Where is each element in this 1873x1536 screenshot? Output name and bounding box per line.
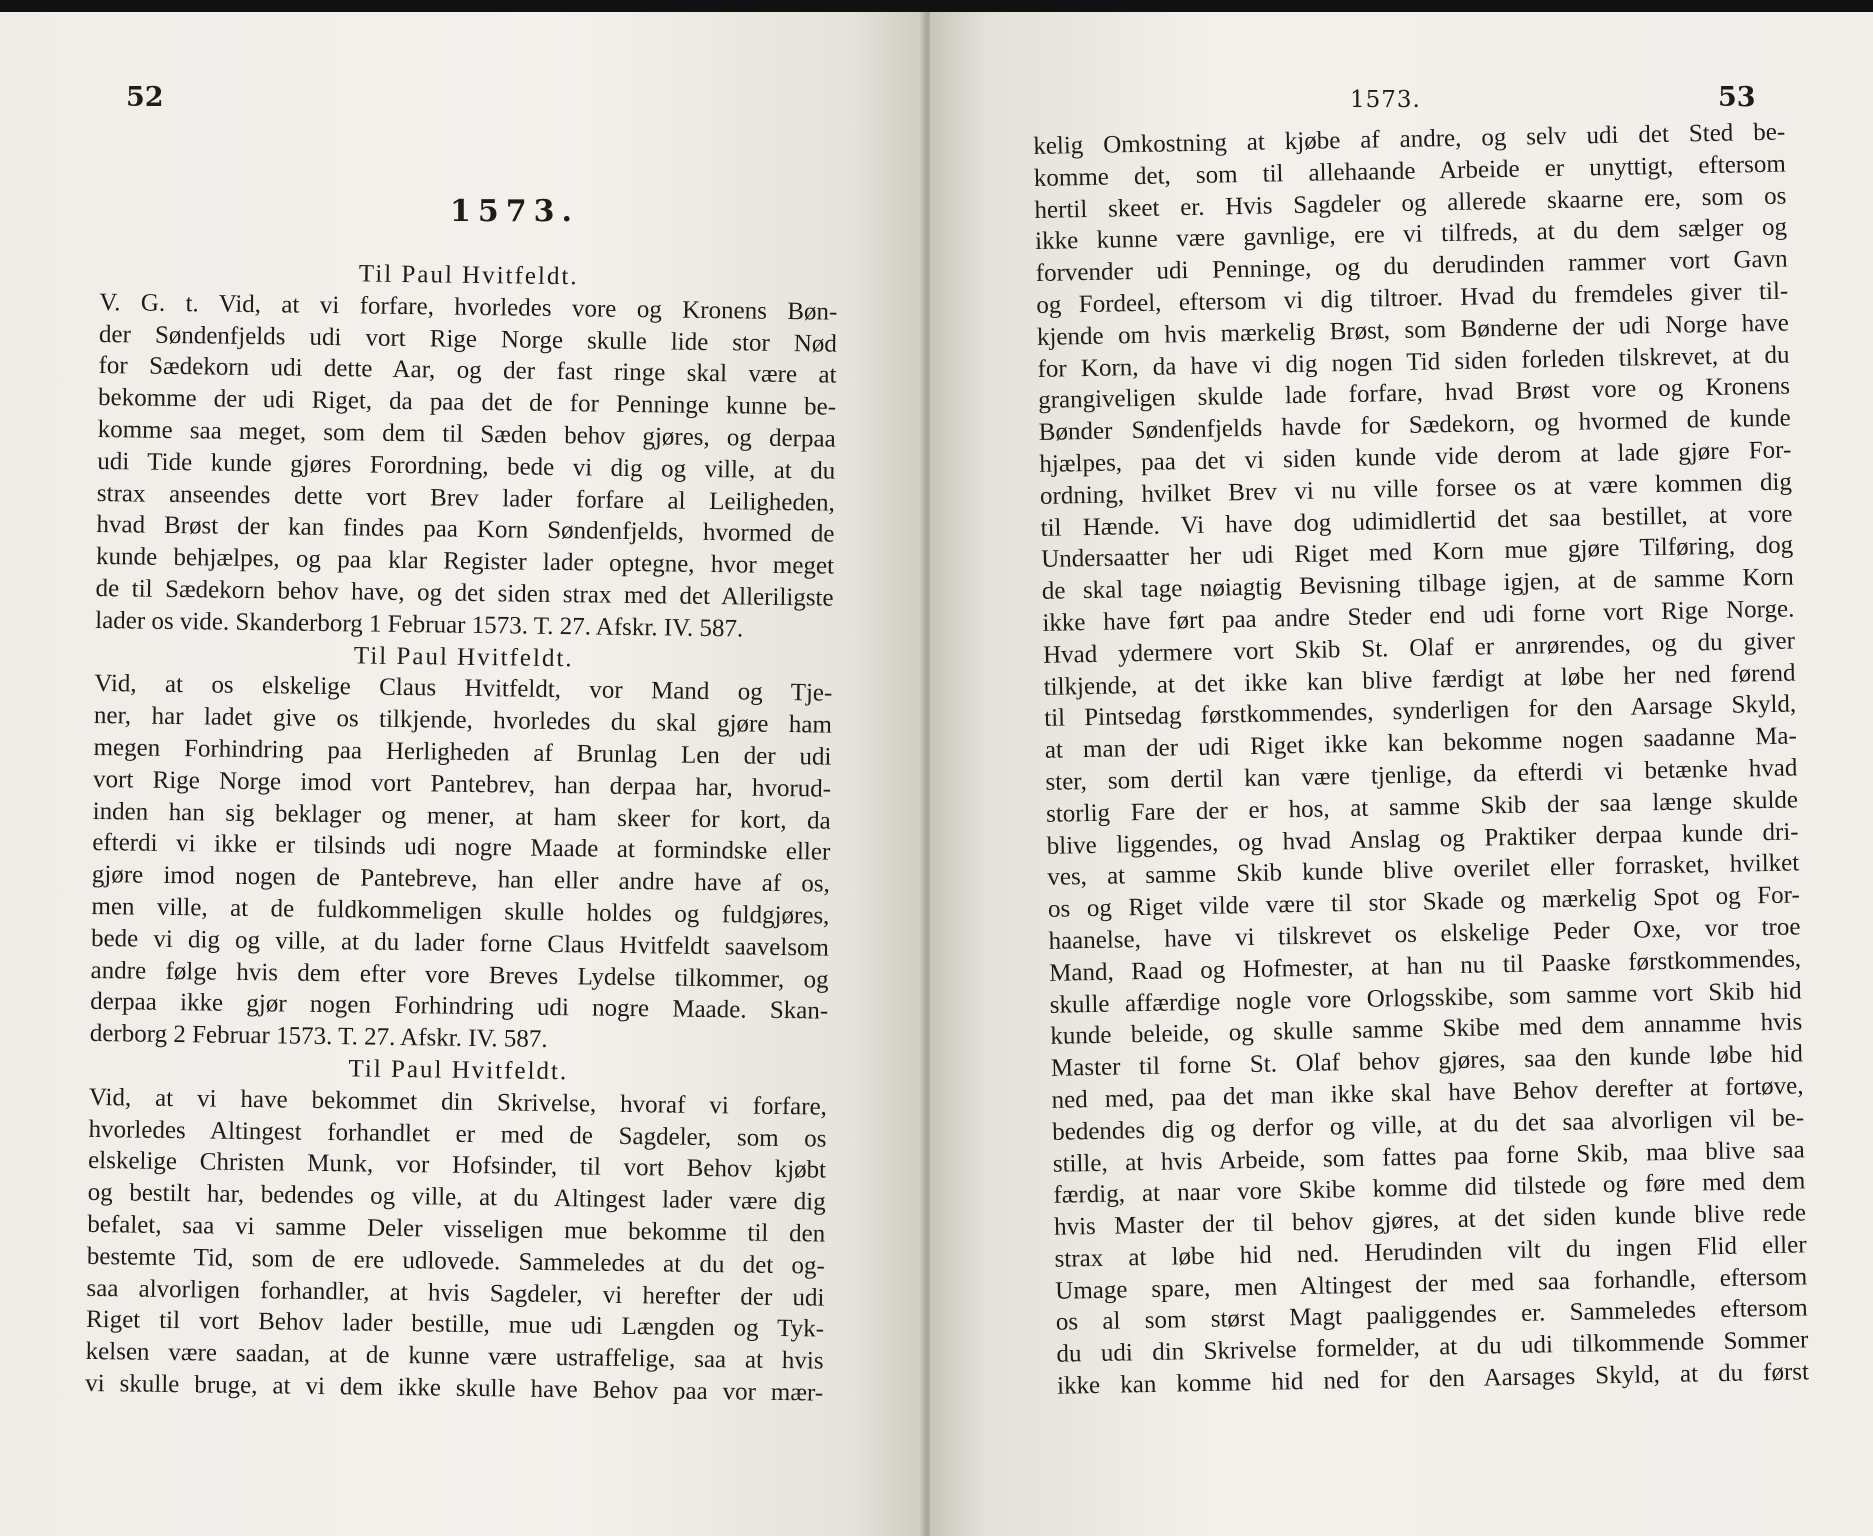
text-line: derborg 2 Februar 1573. T. 27. Afskr. IV. 587. [89,1020,548,1054]
text-line: os al som størst Magt paaliggendes er. Sammeledes eftersom [1055,1294,1809,1337]
text-line: Mand, Raad og Hofmester, at han nu til Paaske førstkommendes, [1048,945,1802,987]
text-line: der Søndenfjelds udi vort Rige Norge skulle lide stor Nød [98,320,838,358]
text-line: bestemte Tid, som de ere udlovede. Sammeledes at du det og- [86,1242,826,1280]
text-line: bede vi dig og ville, at du lader forne Claus Hvitfeldt saavelsom [90,924,830,962]
text-line: skulle affærdige nogle vore Orlogsskibe, som samme vort Skib hid [1049,976,1802,1019]
text-line: strax anseendes dette vort Brev lader forfare al Leiligheden, [96,479,835,517]
text-line: andre følge hvis dem efter vore Breves Lydelse tilkommer, og [90,956,829,994]
text-line: strax at løbe hid ned. Herudinden vilt du ingen Flid eller [1054,1231,1807,1273]
text-line: forvender udi Penninge, og du derudinden rammer vort Gavn [1035,245,1788,288]
text-line: kelsen være saadan, at de kunne være ustraffelige, saa at hvis [85,1338,824,1375]
page-number-left: 52 [126,82,164,113]
text-line: derpaa ikke gjør nogen Forhindring udi nogre Maade. Skan- [90,988,829,1025]
text-line: blive liggendes, og hvad Anslag og Praktiker derpaa kunde dri- [1046,817,1799,860]
page-number-right: 53 [1718,82,1756,113]
text-line: ned med, paa det man ikke skal have Behov derefter at fortøve, [1051,1072,1804,1114]
text-line: kunde behjælpes, og paa klar Register lader optegne, hvor meget [95,543,835,580]
text-line: Riget til vort Behov lader bestille, mue udi Længden og Tyk- [85,1306,825,1343]
text-line: inden han sig beklager og mener, at ham skeer for kort, da [92,797,831,835]
text-line: for Korn, da have vi dig nogen Tid siden forleden tilskrevet, at du [1037,341,1790,383]
text-line: Master til forne St. Olaf behov gjøres, saa den kunde løbe hid [1050,1040,1804,1082]
text-line: ster, som dertil kan være tjenlige, da efterdi vi betænke hvad [1045,754,1798,796]
letter-heading: Til Paul Hvitfeldt. [358,260,579,291]
text-line: ves, at samme Skib kunde blive overilet eller forrasket, hvilket [1047,849,1800,892]
text-line: ordning, hvilket Brev vi nu ville forsee os at være kommen dig [1039,468,1793,510]
text-line: Bønder Søndenfjelds havde for Sædekorn, og hvormed de kunde [1038,404,1791,447]
text-line: tilkjende, at det ikke kan blive færdigt at løbe her ned førend [1043,659,1796,701]
text-line: bekomme der udi Riget, da paa det de for Penninge kunne be- [97,384,837,421]
text-line: du udi din Skrivelse formelder, at du udi tilkommende Sommer [1056,1326,1809,1369]
text-line: gjøre imod nogen de Pantebreve, han eller andre have af os, [91,861,831,898]
year-title: 1573. [450,194,579,229]
text-line: Umage spare, men Altingest der med saa forhandle, eftersom [1055,1263,1808,1305]
text-line: Vid, at vi have bekommet din Skrivelse, hvoraf vi forfare, [88,1083,828,1121]
text-line: og bestilt har, bedendes og ville, at du Altingest lader være dig [87,1179,826,1216]
text-line: vort Rige Norge imod vort Pantebrev, han derpaa har, hvorud- [92,765,832,803]
text-line: udi Tide kunde gjøres Forordning, bede vi dig og ville, at du [97,447,836,485]
text-line: kunde beleide, og skulle samme Skibe med dem annamme hvis [1050,1008,1803,1051]
text-line: os og Riget vilde være til stor Skade og mærkelig Spot og For- [1047,881,1801,923]
text-line: ikke have ført paa andre Steder end udi forne vort Rige Norge. [1042,595,1795,637]
text-line: lader os vide. Skanderborg 1 Februar 1573. T. 27. Afskr. IV. 587. [95,606,744,643]
text-line: de skal tage nøiagtig Bevisning tilbage igjen, at de samme Korn [1041,563,1794,606]
right-page-text [1033,117,1809,1403]
text-line: bedendes dig og derfor og ville, at du det saa alvorligen vil be- [1051,1104,1805,1146]
text-line: ikke kan komme hid ned for den Aarsages Skyld, at du først [1056,1358,1810,1400]
text-line: men ville, at de fuldkommeligen skulle holdes og fuldgjøres, [91,892,830,930]
letter-heading: Til Paul Hvitfeldt. [348,1055,569,1086]
text-line: komme det, som til allehaande Arbeide er unyttigt, eftersom [1033,150,1787,192]
text-line: til Pintsedag førstkommendes, synderligen for den Aarsage Skyld, [1044,690,1797,733]
text-line: færdig, at naar vore Skibe komme did tilstede og føre med dem [1053,1167,1806,1210]
letter-heading: Til Paul Hvitfeldt. [353,641,574,672]
text-line: til Hænde. Vi have dog udimidlertid det saa bestillet, at vore [1040,500,1793,542]
text-line: storlig Fare der er hos, at samme Skib der saa længe skulde [1045,786,1799,828]
text-line: hvis Master der til behov gjøres, at det siden kunde blive rede [1053,1199,1807,1241]
text-line: Hvad ydermere vort Skib St. Olaf er anrørendes, og du giver [1042,627,1796,669]
text-line: stille, at hvis Arbeide, som fattes paa forne Skib, maa blive saa [1052,1135,1805,1178]
text-line: ikke kunne være gavnlige, ere vi tilfreds, at du dem sælger og [1034,213,1788,256]
text-line: Undersaatter her udi Riget med Korn mue gjøre Tilføring, dog [1040,531,1794,574]
text-line: saa alvorligen forhandler, at hvis Sagdeler, vi herefter der udi [86,1274,825,1312]
text-line: hertil skeet er. Hvis Sagdeler og allerede skaarne ere, som os [1034,182,1787,224]
text-line: og Fordeel, eftersom vi dig tiltroer. Hvad du fremdeles giver til- [1036,277,1789,319]
text-line: grangiveligen skulde lade forfare, hvad Brøst vore og Kronens [1037,372,1791,415]
text-line: hvorledes Altingest forhandlet er med de Sagdeler, som os [88,1115,827,1153]
text-line: efterdi vi ikke er tilsinds udi nogre Maade at formindske eller [92,829,831,866]
text-line: hjælpes, paa det vi siden kunde vide derom at lade gjøre For- [1039,436,1792,478]
text-line: haanelse, have vi tilskrevet os elskelige Peder Oxe, vor troe [1048,913,1801,955]
text-line: at man der udi Riget ikke kan bekomme nogen saadanne Ma- [1044,722,1798,765]
text-line: V. G. t. Vid, at vi forfare, hvorledes vore og Kronens Bøn- [99,288,838,326]
left-page-text [85,255,838,1409]
text-line: befalet, saa vi samme Deler visseligen mue bekomme til den [87,1210,826,1248]
text-line: komme saa meget, som dem til Sæden behov gjøres, og derpaa [97,415,836,453]
text-line: ner, har ladet give os tilkjende, hvorledes du skal gjøre ham [93,702,833,739]
text-line: megen Forhindring paa Herligheden af Brunlag Len der udi [93,733,832,771]
text-line: vi skulle bruge, at vi dem ikke skulle have Behov paa vor mær- [85,1369,824,1407]
text-line: hvad Brøst der kan findes paa Korn Søndenfjelds, hvormed de [96,511,835,549]
text-line: for Sædekorn udi dette Aar, og der fast ringe skal være at [98,352,837,390]
text-line: elskelige Christen Munk, vor Hofsinder, til vort Behov kjøbt [87,1147,827,1184]
running-year: 1573. [1350,87,1421,113]
left-page [0,12,924,1536]
text-line: kelig Omkostning at kjøbe af andre, og selv udi det Sted be- [1033,118,1786,160]
text-line: de til Sædekorn behov have, og det siden strax med det Alleriligste [95,574,834,612]
text-line: kjende om hvis mærkelig Brøst, som Bønderne der udi Norge have [1036,309,1790,351]
text-line: Vid, at os elskelige Claus Hvitfeldt, vor Mand og Tje- [94,670,833,707]
